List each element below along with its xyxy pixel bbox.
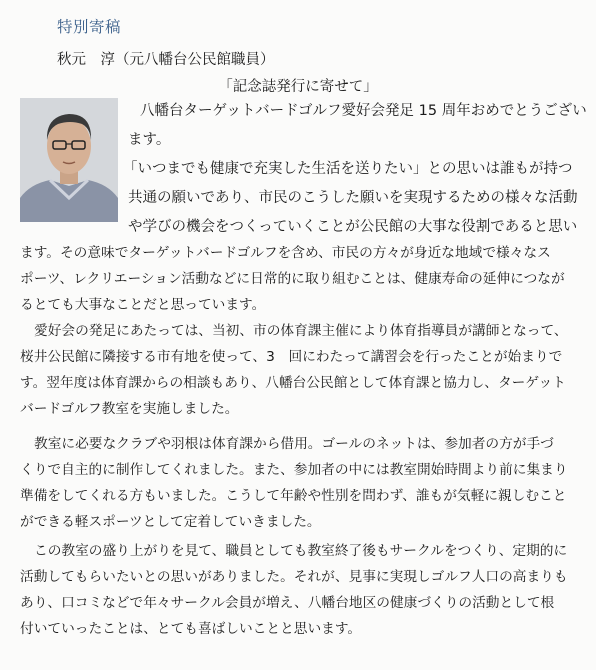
body-line: 八幡台ターゲットバードゴルフ愛好会発足 15 周年おめでとうござい	[140, 103, 587, 119]
body-line: この教室の盛り上がりを見て、職員としても教室終了後もサークルをつくり、定期的に	[34, 543, 568, 559]
body-line: あり、口コミなどで年々サークル会員が増え、八幡台地区の健康づくりの活動として根	[20, 595, 555, 611]
body-line: 活動してもらいたいとの思いがありました。それが、見事に実現しゴルフ人口の高まりも	[20, 569, 568, 585]
body-line: バードゴルフ教室を実施しました。	[20, 401, 239, 417]
body-line: や学びの機会をつくっていくことが公民館の大事な役割であると思い	[128, 219, 578, 235]
body-line: す。翌年度は体育課からの相談もあり、八幡台公民館として体育課と協力し、ターゲット	[20, 375, 566, 391]
author-name: 秋元 淳（元八幡台公民館職員）	[57, 52, 275, 68]
body-line: 共通の願いであり、市民のこうした願いを実現するための様々な活動	[128, 190, 578, 206]
body-line: ます。	[128, 132, 171, 148]
body-line: 愛好会の発足にあたっては、当初、市の体育課主催により体育指導員が講師となって、	[34, 323, 568, 339]
author-photo	[20, 98, 118, 222]
body-line: るとても大事なことだと思っています。	[20, 297, 266, 313]
body-line: 準備をしてくれる方もいました。こうして年齢や性別を問わず、誰もが気軽に親しむこと	[20, 488, 567, 504]
body-line: 教室に必要なクラブや羽根は体育課から借用。ゴールのネットは、参加者の方が手づ	[34, 436, 554, 452]
body-line: ができる軽スポーツとして定着していきました。	[20, 514, 321, 530]
body-line: ます。その意味でターゲットバードゴルフを含め、市民の方々が身近な地域で様々なス	[20, 245, 551, 261]
body-line: 付いていったことは、とても喜ばしいことと思います。	[20, 621, 362, 637]
body-line: 桜井公民館に隣接する市有地を使って、3 回にわたって講習会を行ったことが始まりで	[20, 349, 563, 365]
body-line: ポーツ、レクリエーション活動などに日常的に取り組むことは、健康寿命の延伸につなが	[20, 271, 565, 287]
body-line: くりで自主的に制作してくれました。また、参加者の中には教室開始時間より前に集まり	[20, 462, 568, 478]
section-label: 特別寄稿	[57, 18, 122, 36]
article-title: 「記念誌発行に寄せて」	[218, 79, 378, 95]
body-line: 「いつまでも健康で充実した生活を送りたい」との思いは誰もが持つ	[123, 161, 573, 177]
